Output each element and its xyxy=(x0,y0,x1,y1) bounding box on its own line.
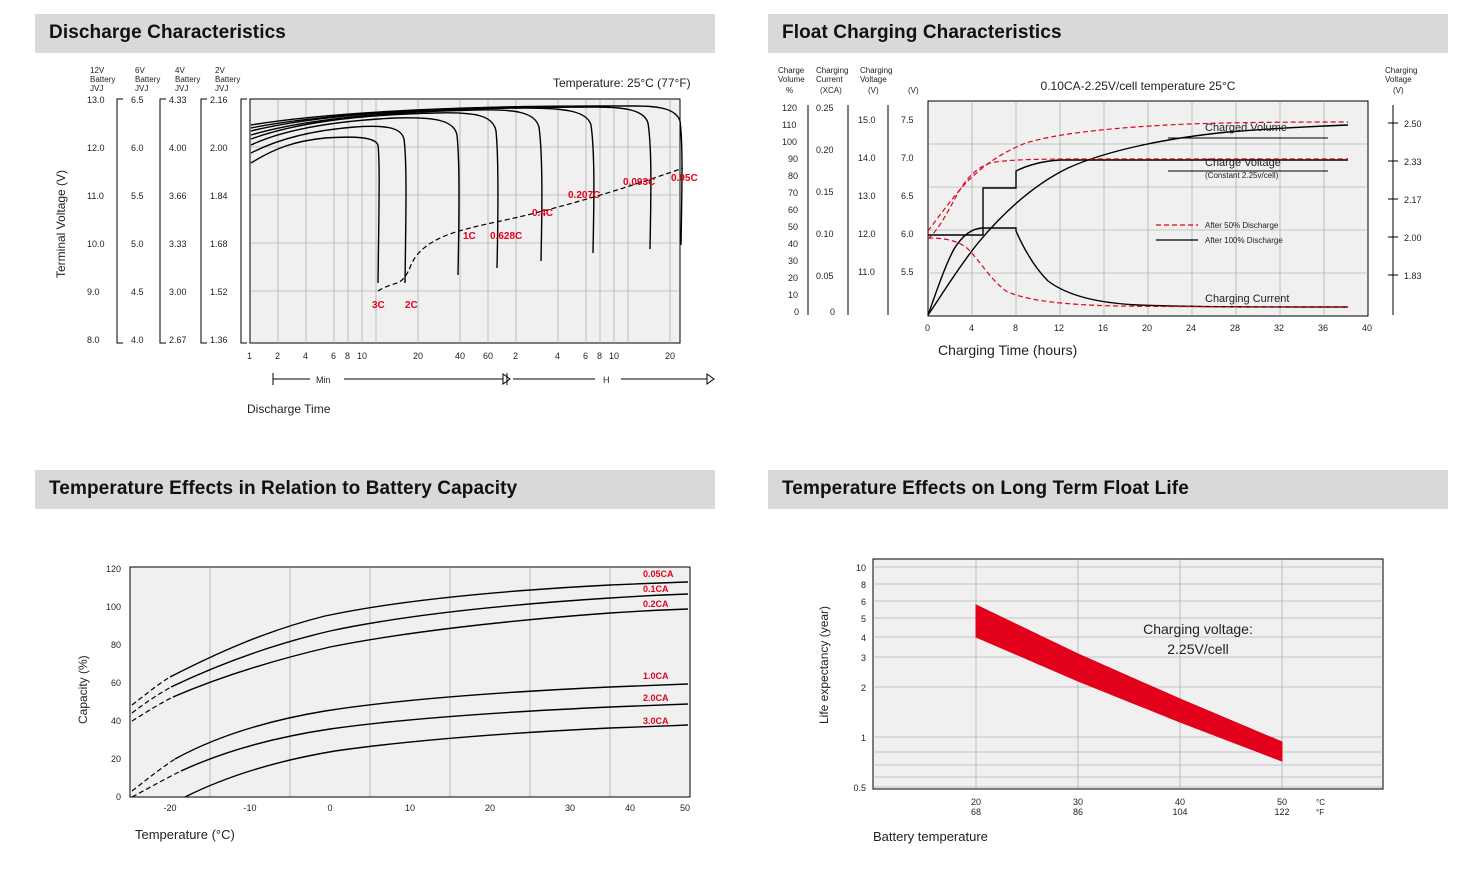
tick-6v-5: 4.0 xyxy=(131,335,144,345)
panel-temp-capacity xyxy=(35,470,715,849)
tempcap-svg xyxy=(35,509,715,849)
float-cur-4: 0.05 xyxy=(816,271,834,281)
scale-header-2v-l3: JVJ xyxy=(215,84,229,93)
tempcap-xtick-0: -20 xyxy=(163,803,177,813)
float-vol-11: 10 xyxy=(788,290,799,300)
float-cell-4: 5.5 xyxy=(901,267,914,277)
float-vol-7: 50 xyxy=(788,222,799,232)
tick-12v-1: 12.0 xyxy=(87,143,105,153)
floatlife-ytick-7: 1 xyxy=(860,733,866,743)
curve-label-0628c: 0.628C xyxy=(490,231,523,242)
tempcap-ylabel: Capacity (%) xyxy=(76,655,90,724)
floatlife-plot-bg xyxy=(873,559,1383,789)
float-header-right-l1: Charging xyxy=(1385,66,1418,75)
floatlife-xlabel: Battery temperature xyxy=(873,829,988,844)
float-xtick-1: 4 xyxy=(969,323,975,333)
tempcap-xtick-1: -10 xyxy=(243,803,257,813)
xtick-min-4: 8 xyxy=(345,351,351,361)
tick-6v-1: 6.0 xyxy=(131,143,144,153)
xtick-h-5: 20 xyxy=(665,351,676,361)
floatlife-ytick-5: 3 xyxy=(860,653,866,663)
discharge-temperature-note: Temperature: 25°C (77°F) xyxy=(553,76,691,90)
float-vol-2: 100 xyxy=(782,137,798,147)
float-cur-0: 0.25 xyxy=(816,103,834,113)
floatlife-xtick-c-3: 50 xyxy=(1276,797,1288,807)
curve-label-1c: 1C xyxy=(463,231,476,242)
float-xtick-7: 28 xyxy=(1230,323,1241,333)
scale-header-2v-l2: Battery xyxy=(215,75,241,84)
floatlife-xtick-f-3: 122 xyxy=(1274,807,1290,817)
float-annot-charge-voltage: Charge Voltage xyxy=(1205,157,1281,169)
tick-2v-5: 1.36 xyxy=(210,335,228,345)
floatlife-xtick-f-2: 104 xyxy=(1172,807,1188,817)
tick-12v-5: 8.0 xyxy=(87,335,100,345)
float-vol-9: 30 xyxy=(788,256,799,266)
panel-title-temp-capacity: Temperature Effects in Relation to Battery Capacity xyxy=(35,470,715,509)
tick-6v-4: 4.5 xyxy=(131,287,144,297)
float-cur-1: 0.20 xyxy=(816,145,834,155)
scale-header-12v-l3: JVJ xyxy=(90,84,104,93)
float-cell-0: 7.5 xyxy=(901,115,914,125)
float-header-current-l1: Charging xyxy=(816,66,849,75)
floatlife-xtick-c-0: 20 xyxy=(970,797,982,807)
axis-segment-min: Min xyxy=(316,375,331,385)
float-right-0: 2.50 xyxy=(1404,119,1422,129)
floatlife-ytick-0: 10 xyxy=(855,563,866,573)
discharge-xlabel: Discharge Time xyxy=(247,402,331,416)
float-xtick-0: 0 xyxy=(925,323,931,333)
floatlife-ylabel: Life expectancy (year) xyxy=(817,605,831,724)
discharge-svg xyxy=(35,53,715,453)
float-annot-charging-current: Charging Current xyxy=(1205,293,1290,305)
tick-6v-3: 5.0 xyxy=(131,239,144,249)
curve-label-2c: 2C xyxy=(405,300,418,311)
float-xtick-3: 12 xyxy=(1054,323,1065,333)
scale-header-4v-l1: 4V xyxy=(175,66,185,75)
tempcap-label-01ca: 0.1CA xyxy=(643,584,669,594)
xtick-min-5: 10 xyxy=(357,351,368,361)
float-xtick-8: 32 xyxy=(1274,323,1285,333)
floatlife-ytick-1: 8 xyxy=(860,580,866,590)
panel-discharge xyxy=(35,14,715,453)
floatlife-xtick-c-2: 40 xyxy=(1174,797,1186,807)
tempcap-label-20ca: 2.0CA xyxy=(643,693,669,703)
tick-4v-2: 3.66 xyxy=(169,191,187,201)
floatlife-unit-f: °F xyxy=(1316,808,1325,817)
xtick-min-8: 60 xyxy=(483,351,494,361)
tempcap-label-30ca: 3.0CA xyxy=(643,716,669,726)
xtick-h-4: 10 xyxy=(609,351,620,361)
bracket-12v xyxy=(117,99,123,343)
float-note: 0.10CA-2.25V/cell temperature 25°C xyxy=(1040,79,1236,93)
panel-float-life xyxy=(768,470,1448,849)
tick-2v-4: 1.52 xyxy=(210,287,228,297)
floatlife-ytick-6: 2 xyxy=(860,683,866,693)
float-xtick-2: 8 xyxy=(1013,323,1019,333)
panel-float-charging xyxy=(768,14,1448,453)
curve-label-0207c: 0.207C xyxy=(568,190,601,201)
chart-temp-capacity xyxy=(35,509,715,849)
tick-12v-2: 11.0 xyxy=(87,191,104,201)
floatlife-xtick-f-0: 68 xyxy=(970,807,982,817)
floatlife-unit-c: °C xyxy=(1316,798,1325,807)
tick-2v-2: 1.84 xyxy=(210,191,228,201)
floatlife-ytick-3: 5 xyxy=(860,614,866,624)
float-cur-5: 0 xyxy=(830,307,836,317)
scale-header-6v-l3: JVJ xyxy=(135,84,149,93)
float-annot-constant: (Constant 2.25v/cell) xyxy=(1205,171,1279,180)
float-header-volume-l1: Charge xyxy=(778,66,805,75)
scale-header-6v-l1: 6V xyxy=(135,66,145,75)
xtick-min-0: 1 xyxy=(247,351,253,361)
panel-title-float-life: Temperature Effects on Long Term Float Life xyxy=(768,470,1448,509)
float-volt-3: 12.0 xyxy=(858,229,876,239)
tick-4v-5: 2.67 xyxy=(169,335,187,345)
float-vol-5: 70 xyxy=(788,188,799,198)
discharge-plot-bg xyxy=(250,99,680,343)
floatlife-ytick-8: 0.5 xyxy=(853,783,866,793)
tempcap-xtick-4: 20 xyxy=(484,803,496,813)
panel-title-discharge: Discharge Characteristics xyxy=(35,14,715,53)
tick-4v-3: 3.33 xyxy=(169,239,187,249)
xtick-h-3: 8 xyxy=(597,351,603,361)
float-volt-2: 13.0 xyxy=(858,191,876,201)
tempcap-ytick-5: 20 xyxy=(110,754,121,764)
tick-2v-3: 1.68 xyxy=(210,239,228,249)
bracket-4v xyxy=(201,99,207,343)
float-header-current-l2: Current xyxy=(816,75,843,84)
curve-label-005c: 0.05C xyxy=(671,173,698,184)
xtick-h-0: 2 xyxy=(513,351,519,361)
scale-header-2v-l1: 2V xyxy=(215,66,225,75)
tempcap-ytick-2: 80 xyxy=(110,640,121,650)
float-cur-2: 0.15 xyxy=(816,187,834,197)
curve-label-3c: 3C xyxy=(372,300,385,311)
float-header-voltage-l2: Voltage xyxy=(860,75,887,84)
tempcap-xtick-7: 50 xyxy=(679,803,691,813)
float-vol-4: 80 xyxy=(788,171,799,181)
float-cell-2: 6.5 xyxy=(901,191,914,201)
float-vol-12: 0 xyxy=(794,307,800,317)
float-right-3: 2.00 xyxy=(1404,233,1422,243)
float-volt-1: 14.0 xyxy=(858,153,876,163)
curve-label-0093c: 0.093C xyxy=(623,177,656,188)
tick-2v-1: 2.00 xyxy=(210,143,228,153)
tempcap-ytick-0: 120 xyxy=(105,564,121,574)
chart-float-life xyxy=(768,509,1448,849)
floatlife-xtick-c-1: 30 xyxy=(1072,797,1084,807)
xtick-min-2: 4 xyxy=(303,351,309,361)
floatlife-ytick-2: 6 xyxy=(860,597,866,607)
float-volt-0: 15.0 xyxy=(858,115,876,125)
xtick-min-3: 6 xyxy=(331,351,337,361)
tempcap-ytick-1: 100 xyxy=(105,602,121,612)
tempcap-xtick-2: 0 xyxy=(327,803,333,813)
tempcap-xtick-3: 10 xyxy=(404,803,416,813)
float-vol-3: 90 xyxy=(788,154,799,164)
curve-label-04c: 0.4C xyxy=(532,208,554,219)
xtick-h-2: 6 xyxy=(583,351,589,361)
float-header-voltage-l1: Charging xyxy=(860,66,893,75)
float-header-voltage-l3: (V) xyxy=(868,86,879,95)
panel-title-float: Float Charging Characteristics xyxy=(768,14,1448,53)
float-volt-4: 11.0 xyxy=(858,267,875,277)
scale-header-6v-l2: Battery xyxy=(135,75,161,84)
tempcap-label-10ca: 1.0CA xyxy=(643,671,669,681)
tick-6v-0: 6.5 xyxy=(131,95,144,105)
scale-header-4v-l2: Battery xyxy=(175,75,201,84)
tick-4v-4: 3.00 xyxy=(169,287,187,297)
tempcap-ytick-6: 0 xyxy=(115,792,121,802)
float-annot-charged-volume: Charged Volume xyxy=(1205,122,1287,134)
float-xtick-5: 20 xyxy=(1142,323,1153,333)
scale-header-12v-l1: 12V xyxy=(90,66,105,75)
floatlife-xtick-f-1: 86 xyxy=(1072,807,1084,817)
bracket-2v xyxy=(241,99,247,343)
float-xtick-4: 16 xyxy=(1098,323,1109,333)
bracket-6v xyxy=(160,99,166,343)
float-right-4: 1.83 xyxy=(1404,271,1422,281)
xtick-min-1: 2 xyxy=(275,351,281,361)
tempcap-ytick-4: 40 xyxy=(110,716,121,726)
tick-12v-3: 10.0 xyxy=(87,239,105,249)
float-vol-0: 120 xyxy=(782,103,798,113)
xtick-min-7: 40 xyxy=(455,351,466,361)
tick-4v-1: 4.00 xyxy=(169,143,187,153)
tempcap-xtick-5: 30 xyxy=(564,803,576,813)
float-vol-1: 110 xyxy=(782,120,797,130)
axis-segment-h: H xyxy=(603,375,610,385)
float-svg xyxy=(768,53,1458,453)
float-header-volume-l3: % xyxy=(786,86,794,95)
float-header-current-l3: (XCA) xyxy=(820,86,842,95)
float-right-2: 2.17 xyxy=(1404,195,1422,205)
tempcap-label-02ca: 0.2CA xyxy=(643,599,669,609)
float-vol-6: 60 xyxy=(788,205,799,215)
float-header-right-l2: Voltage xyxy=(1385,75,1412,84)
tick-4v-0: 4.33 xyxy=(169,95,187,105)
discharge-axis-arrows xyxy=(273,371,714,386)
xtick-h-1: 4 xyxy=(555,351,561,361)
float-header-volume-l2: Volume xyxy=(778,75,805,84)
float-header-cell-l3: (V) xyxy=(908,86,919,95)
tick-6v-2: 5.5 xyxy=(131,191,144,201)
tempcap-ytick-3: 60 xyxy=(110,678,121,688)
float-xtick-9: 36 xyxy=(1318,323,1329,333)
float-xtick-6: 24 xyxy=(1186,323,1197,333)
discharge-ylabel: Terminal Voltage (V) xyxy=(54,169,68,278)
scale-header-4v-l3: JVJ xyxy=(175,84,189,93)
chart-discharge xyxy=(35,53,715,453)
tick-2v-0: 2.16 xyxy=(210,95,228,105)
floatlife-note-line2: 2.25V/cell xyxy=(1167,641,1229,657)
legend-label-50: After 50% Discharge xyxy=(1205,221,1279,230)
floatlife-ytick-4: 4 xyxy=(860,633,866,643)
float-xlabel: Charging Time (hours) xyxy=(938,342,1078,358)
float-header-right-l3: (V) xyxy=(1393,86,1404,95)
float-cur-3: 0.10 xyxy=(816,229,834,239)
scale-header-12v-l2: Battery xyxy=(90,75,116,84)
tick-12v-4: 9.0 xyxy=(87,287,100,297)
float-vol-10: 20 xyxy=(788,273,799,283)
tempcap-label-005ca: 0.05CA xyxy=(643,569,674,579)
float-xtick-10: 40 xyxy=(1362,323,1373,333)
float-cell-1: 7.0 xyxy=(901,153,914,163)
legend-label-100: After 100% Discharge xyxy=(1205,236,1283,245)
floatlife-svg xyxy=(768,509,1448,849)
float-vol-8: 40 xyxy=(788,239,799,249)
float-cell-3: 6.0 xyxy=(901,229,914,239)
tick-12v-0: 13.0 xyxy=(87,95,105,105)
tempcap-xtick-6: 40 xyxy=(624,803,636,813)
float-right-1: 2.33 xyxy=(1404,157,1422,167)
xtick-min-6: 20 xyxy=(413,351,424,361)
tempcap-xlabel: Temperature (°C) xyxy=(135,827,235,842)
floatlife-note-line1: Charging voltage: xyxy=(1143,621,1253,637)
chart-float xyxy=(768,53,1448,453)
